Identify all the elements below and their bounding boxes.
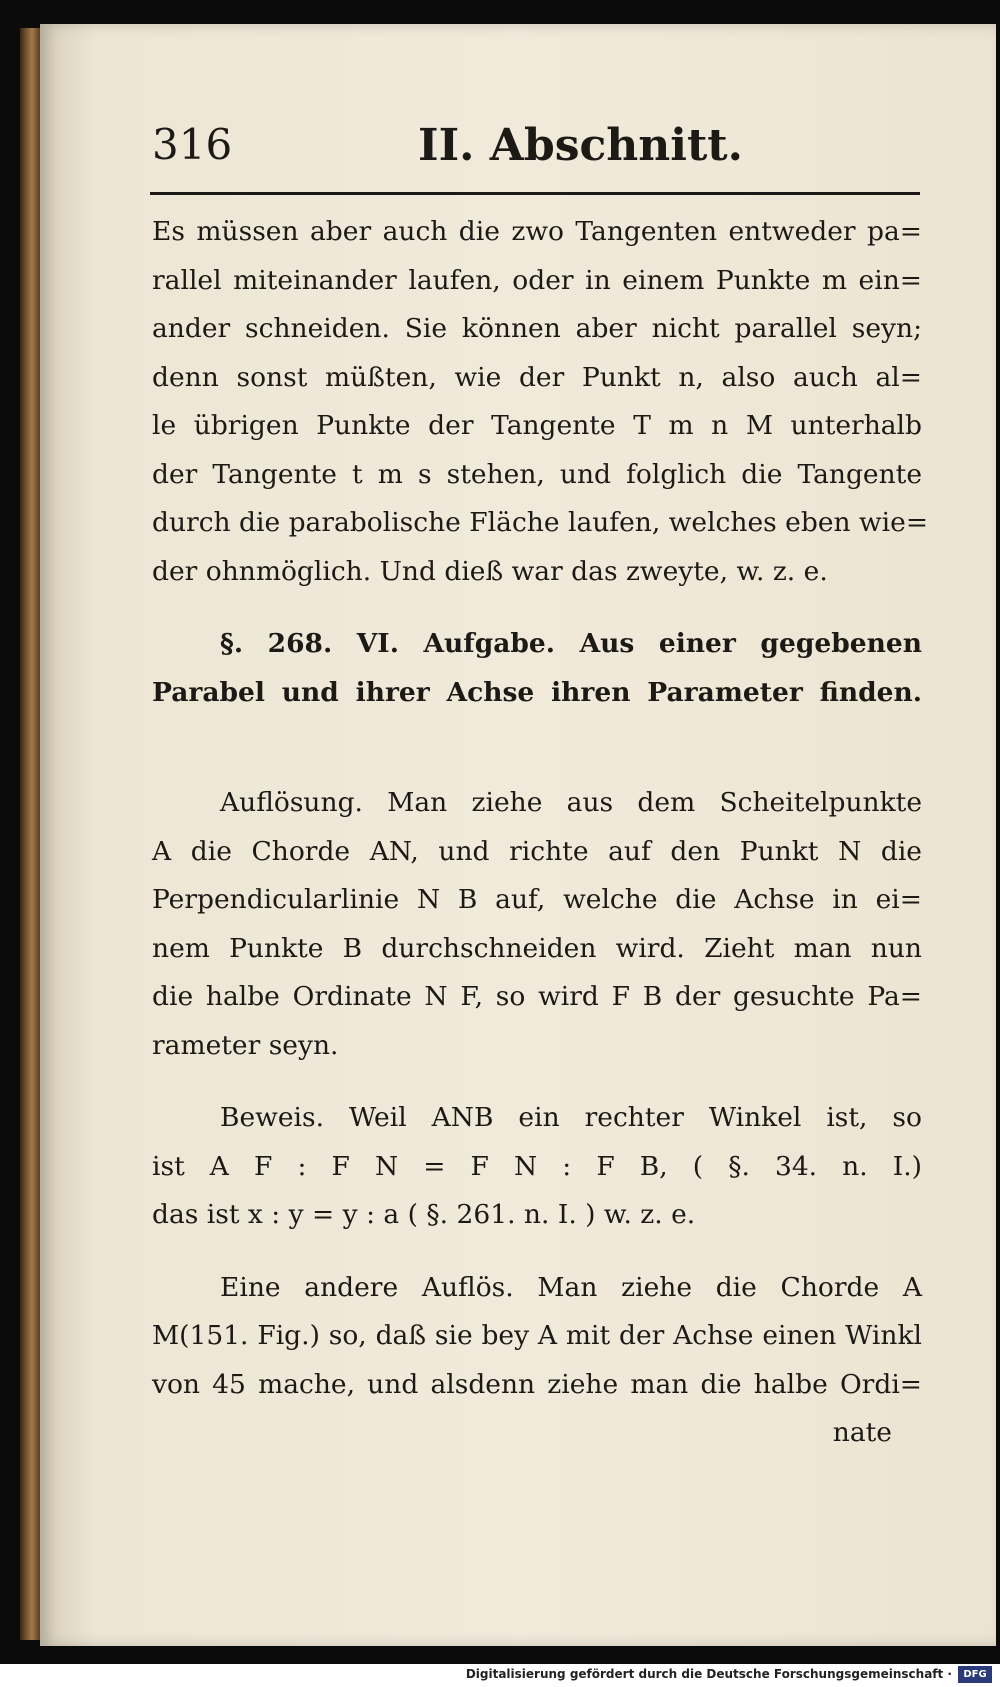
text-line: ist A F : F N = F N : F B, ( §. 34. n. I.)	[152, 1150, 922, 1182]
text-line: durch die parabolische Fläche laufen, welches eben wie=	[152, 507, 929, 538]
text-line: §. 268. VI. Aufgabe. Aus einer gegebenen	[220, 628, 922, 659]
text-line: nem Punkte B durchschneiden wird. Zieht man nun	[152, 932, 922, 964]
text-line: Eine andere Auflös. Man ziehe die Chorde A	[220, 1271, 922, 1303]
text-line: Parabel und ihrer Achse ihren Parameter finden.	[152, 676, 922, 708]
text-line: der ohnmöglich. Und dieß war das zweyte, w. z. e.	[152, 555, 828, 587]
text-line: von 45 mache, und alsdenn ziehe man die halbe Ordi=	[152, 1368, 922, 1400]
dfg-logo: DFG	[958, 1666, 992, 1683]
paragraph-alternative	[152, 1264, 922, 1410]
text-line: denn sonst müßten, wie der Punkt n, also auch al=	[152, 361, 922, 393]
paragraph-proof	[152, 1094, 922, 1240]
text-line: A die Chorde AN, und richte auf den Punkt N die	[152, 835, 922, 867]
text-line: rallel miteinander laufen, oder in einem Punkte m ein=	[152, 264, 922, 296]
catchword: nate	[832, 1417, 892, 1448]
page-body	[152, 208, 929, 1457]
text-line: die halbe Ordinate N F, so wird F B der gesuchte Pa=	[152, 981, 922, 1012]
book-spine	[20, 28, 40, 1640]
page-number: 316	[152, 120, 233, 169]
digitization-footer	[0, 1664, 1000, 1687]
text-line: M(151. Fig.) so, daß sie bey A mit der Achse einen Winkl	[152, 1320, 922, 1351]
text-line: le übrigen Punkte der Tangente T m n M unterhalb	[152, 410, 922, 441]
text-line: Perpendicularlinie N B auf, welche die Achse in ei=	[152, 884, 922, 915]
text-line: das ist x : y = y : a ( §. 261. n. I. ) w. z. e.	[152, 1199, 696, 1230]
paragraph-solution	[152, 779, 922, 1070]
text-line: Es müssen aber auch die zwo Tangenten entweder pa=	[152, 216, 922, 247]
paragraph-1	[152, 208, 929, 596]
text-line: Beweis. Weil ANB ein rechter Winkel ist, so	[220, 1102, 922, 1133]
text-line: der Tangente t m s stehen, und folglich die Tangente	[152, 458, 922, 490]
footer-credit: Digitalisierung gefördert durch die Deutsche Forschungsgemeinschaft ·	[465, 1667, 952, 1681]
page-header	[148, 120, 918, 180]
running-head: II. Abschnitt.	[418, 120, 743, 171]
text-line: ander schneiden. Sie können aber nicht parallel seyn;	[152, 313, 922, 344]
header-rule	[150, 192, 920, 195]
text-line: rameter seyn.	[152, 1029, 339, 1061]
section-heading	[152, 620, 922, 717]
text-line: Auflösung. Man ziehe aus dem Scheitelpunkte	[220, 787, 922, 818]
